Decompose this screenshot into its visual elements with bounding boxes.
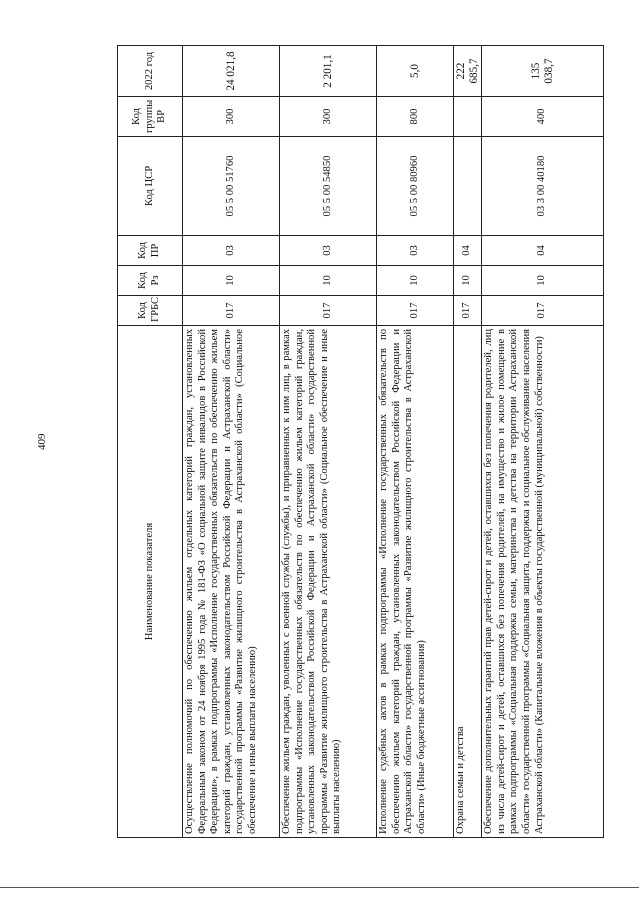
table-header-row xyxy=(118,46,183,838)
row-name: Обеспечение дополнительных гарантий прав детей-сирот и детей, оставшихся без попечения родителей, лиц из числа детей-сирот и детей, оставшихся без попечения родителей, на имущество и жилое помещение в рамках подпрограммы «Социальная поддержка семьи, материнства и детства на территории Астраханской области» государственной программы «Социальная защита, поддержка и социальное обслуживание населения Астраханской области» (Капитальные вложения в объекты государственной (муниципальной) собственности) xyxy=(482,326,604,838)
row-grbs: 017 xyxy=(280,296,377,326)
row-year: 135 038,7 xyxy=(482,46,604,97)
row-csr: 05 5 00 80960 xyxy=(377,137,454,236)
row-year: 2 201,1 xyxy=(280,46,377,97)
row-name: Исполнение судебных актов в рамках подпрограммы «Исполнение государственных обязательств по обеспечению жильем категорий граждан, установленных законодательством Российской Федерации и Астраханской области» государственной программы «Развитие жилищного строительства в Астраханской области» (Иные бюджетные ассигнования) xyxy=(377,326,454,838)
table-row xyxy=(377,46,454,838)
table-row xyxy=(280,46,377,838)
budget-table xyxy=(117,45,604,838)
header-rz: Код Рз xyxy=(118,266,183,296)
header-grbs: Код ГРБС xyxy=(118,296,183,326)
row-csr: 05 5 00 54850 xyxy=(280,137,377,236)
row-rz: 10 xyxy=(454,266,482,296)
row-grbs: 017 xyxy=(377,296,454,326)
row-csr: 05 5 00 51760 xyxy=(183,137,280,236)
table-row xyxy=(454,46,482,838)
header-csr: Код ЦСР xyxy=(118,137,183,236)
row-pr: 04 xyxy=(482,236,604,266)
budget-table-rotated xyxy=(117,46,590,838)
row-name: Обеспечение жильем граждан, уволенных с военной службы (службы), и приравненных к ним лиц, в рамках подпрограммы «Исполнение государственных обязательств по обеспечению жильем категорий граждан, установленных законодательством Российской Федерации и Астраханской области» государственной программы «Развитие жилищного строительства в Астраханской области» (Социальное обеспечение и иные выплаты населению) xyxy=(280,326,377,838)
row-rz: 10 xyxy=(280,266,377,296)
page-number: 409 xyxy=(36,433,48,450)
row-vr: 300 xyxy=(280,97,377,137)
row-pr: 04 xyxy=(454,236,482,266)
row-csr: 03 3 00 40180 xyxy=(482,137,604,236)
row-vr xyxy=(454,97,482,137)
row-csr xyxy=(454,137,482,236)
row-year: 24 021,8 xyxy=(183,46,280,97)
row-vr: 400 xyxy=(482,97,604,137)
row-pr: 03 xyxy=(377,236,454,266)
footer-divider xyxy=(0,887,639,888)
row-name: Охрана семьи и детства xyxy=(454,326,482,838)
table-row xyxy=(482,46,604,838)
row-rz: 10 xyxy=(482,266,604,296)
row-rz: 10 xyxy=(377,266,454,296)
row-pr: 03 xyxy=(280,236,377,266)
row-grbs: 017 xyxy=(183,296,280,326)
row-pr: 03 xyxy=(183,236,280,266)
row-vr: 800 xyxy=(377,97,454,137)
row-year: 222 685,7 xyxy=(454,46,482,97)
row-grbs: 017 xyxy=(482,296,604,326)
header-pr: Код ПР xyxy=(118,236,183,266)
header-name: Наименование показателя xyxy=(118,326,183,838)
row-name: Осуществление полномочий по обеспечению жильем отдельных категорий граждан, установленных Федеральным законом от 24 ноября 1995 года № 181-ФЗ «О социальной защите инвалидов в Российской Федерации», в рамках подпрограммы «Исполнение государственных обязательств по обеспечению жильем категорий граждан, установленных законодательством Российской Федерации и Астраханской области» государственной программы «Развитие жилищного строительства в Астраханской области» (Социальное обеспечение и иные выплаты населению) xyxy=(183,326,280,838)
row-grbs: 017 xyxy=(454,296,482,326)
header-year: 2022 год xyxy=(118,46,183,97)
header-vr: Код группы ВР xyxy=(118,97,183,137)
row-year: 5,0 xyxy=(377,46,454,97)
row-rz: 10 xyxy=(183,266,280,296)
row-vr: 300 xyxy=(183,97,280,137)
table-row xyxy=(183,46,280,838)
